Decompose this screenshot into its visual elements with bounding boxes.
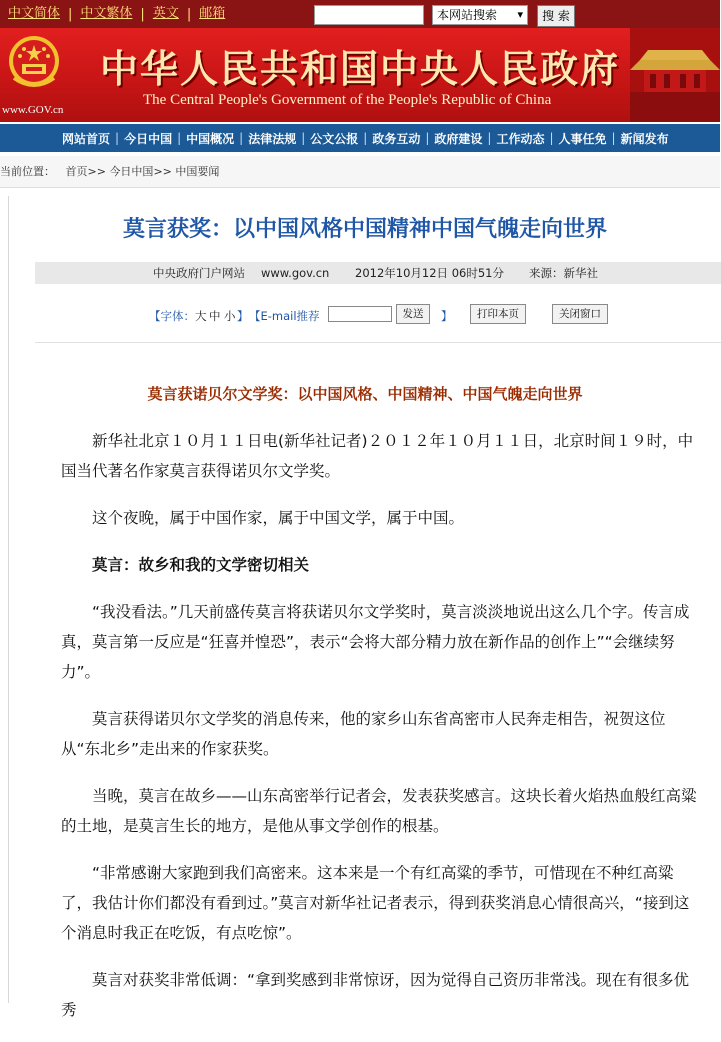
article-subtitle: 莫言获诺贝尔文学奖：以中国风格、中国精神、中国气魄走向世界 bbox=[147, 385, 583, 403]
separator: | bbox=[239, 131, 244, 145]
article-meta bbox=[35, 262, 721, 284]
email-input[interactable] bbox=[328, 306, 392, 322]
font-size-medium[interactable]: 中 bbox=[209, 309, 221, 323]
nav-government-building[interactable]: 政府建设 bbox=[434, 131, 483, 146]
search-button[interactable]: 搜 索 bbox=[537, 5, 575, 27]
site-url: www.GOV.cn bbox=[2, 104, 64, 116]
search-input[interactable] bbox=[314, 5, 424, 25]
separator: | bbox=[611, 131, 616, 145]
site-title: 中华人民共和国中央人民政府 bbox=[100, 47, 621, 91]
send-button[interactable]: 发送 bbox=[396, 304, 430, 324]
top-bar bbox=[0, 0, 720, 28]
paragraph: 莫言对获奖非常低调：“拿到奖感到非常惊讶，因为觉得自己资历非常浅。现在有很多优秀 bbox=[61, 971, 690, 1019]
paragraph: 莫言获得诺贝尔文学奖的消息传来，他的家乡山东省高密市人民奔走相告，祝贺这位从“东北乡”走出来的作家获奖。 bbox=[61, 710, 666, 758]
divider bbox=[35, 342, 721, 343]
site-url-text: www.gov.cn bbox=[261, 266, 330, 280]
breadcrumb-home[interactable]: 首页 bbox=[65, 165, 88, 178]
font-size-large[interactable]: 大 bbox=[195, 309, 207, 323]
nav-appointments[interactable]: 人事任免 bbox=[558, 131, 607, 146]
search-scope-select[interactable] bbox=[432, 5, 528, 25]
breadcrumb-china-news[interactable]: 中国要闻 bbox=[175, 165, 220, 178]
tiananmen-gate-icon bbox=[630, 28, 720, 122]
site-banner bbox=[0, 28, 720, 122]
font-size-label: 【字体： bbox=[149, 309, 195, 323]
separator: | bbox=[115, 131, 120, 145]
separator: | bbox=[68, 6, 73, 22]
national-emblem-icon bbox=[6, 34, 62, 94]
chevron-down-icon: ▾ bbox=[517, 8, 523, 21]
breadcrumb bbox=[0, 156, 720, 188]
nav-interaction[interactable]: 政务互动 bbox=[372, 131, 421, 146]
separator: | bbox=[549, 131, 554, 145]
paragraph: 当晚，莫言在故乡——山东高密举行记者会，发表获奖感言。这块长着火焰热血般红高粱的土地，是莫言生长的地方，是他从事文学创作的根基。 bbox=[61, 787, 697, 835]
separator: | bbox=[425, 131, 430, 145]
article-source: 来源：新华社 bbox=[529, 266, 598, 280]
print-button[interactable]: 打印本页 bbox=[470, 304, 526, 324]
article-body bbox=[61, 426, 701, 1042]
main-nav bbox=[0, 124, 720, 152]
breadcrumb-label: 当前位置： bbox=[0, 165, 55, 178]
separator: | bbox=[186, 6, 192, 22]
nav-work-updates[interactable]: 工作动态 bbox=[496, 131, 545, 146]
paragraph: “非常感谢大家跑到我们高密来。这本来是一个有红高粱的季节，可惜现在不种红高粱了，我估计你们都没有看到过。”莫言对新华社记者表示，得到获奖消息心情很高兴，“接到这个消息时我正在吃饭，有点吃惊”。 bbox=[61, 864, 690, 942]
site-subtitle: The Central People's Government of the People's Republic of China bbox=[143, 92, 552, 108]
separator: | bbox=[487, 131, 492, 145]
lang-link-traditional[interactable]: 中文繁体 bbox=[80, 6, 133, 21]
publish-datetime: 2012年10月12日 06时51分 bbox=[355, 266, 504, 280]
article-title: 莫言获奖：以中国风格中国精神中国气魄走向世界 bbox=[122, 217, 607, 242]
article-tools bbox=[9, 304, 721, 328]
font-size-close: 】 bbox=[237, 309, 249, 323]
nav-china-overview[interactable]: 中国概况 bbox=[186, 131, 235, 146]
email-recommend-label: 【E-mail推荐 bbox=[249, 309, 320, 323]
close-window-button[interactable]: 关闭窗口 bbox=[552, 304, 608, 324]
lang-link-simplified[interactable]: 中文简体 bbox=[8, 6, 61, 21]
nav-today-china[interactable]: 今日中国 bbox=[124, 131, 173, 146]
language-links bbox=[0, 0, 233, 28]
nav-press-releases[interactable]: 新闻发布 bbox=[620, 131, 669, 146]
paragraph: “我没看法。”几天前盛传莫言将获诺贝尔文学奖时，莫言淡淡地说出这么几个字。传言成真，莫言第一反应是“狂喜并惶恐”，表示“会将大部分精力放在新作品的创作上”“会继续努力”。 bbox=[61, 603, 690, 681]
separator: >> bbox=[87, 165, 106, 178]
source-site: 中央政府门户网站 bbox=[153, 266, 245, 280]
separator: >> bbox=[153, 165, 172, 178]
separator: | bbox=[140, 6, 145, 22]
nav-home[interactable]: 网站首页 bbox=[62, 131, 111, 146]
search-scope-value: 本网站搜索 bbox=[437, 8, 498, 22]
separator: | bbox=[301, 131, 306, 145]
separator: | bbox=[363, 131, 368, 145]
email-close: 】 bbox=[441, 309, 453, 323]
section-heading: 莫言：故乡和我的文学密切相关 bbox=[92, 556, 310, 574]
article bbox=[8, 196, 720, 1019]
nav-bulletins[interactable]: 公文公报 bbox=[310, 131, 359, 146]
font-size-small[interactable]: 小 bbox=[224, 309, 236, 323]
lang-link-english[interactable]: 英文 bbox=[152, 6, 179, 21]
nav-laws[interactable]: 法律法规 bbox=[248, 131, 297, 146]
mailbox-link[interactable]: 邮箱 bbox=[199, 6, 226, 21]
breadcrumb-today-china[interactable]: 今日中国 bbox=[109, 165, 154, 178]
paragraph: 这个夜晚，属于中国作家，属于中国文学，属于中国。 bbox=[92, 509, 465, 527]
paragraph: 新华社北京１０月１１日电(新华社记者)２０１２年１０月１１日，北京时间１９时，中国当代著名作家莫言获得诺贝尔文学奖。 bbox=[61, 432, 694, 480]
separator: | bbox=[177, 131, 182, 145]
